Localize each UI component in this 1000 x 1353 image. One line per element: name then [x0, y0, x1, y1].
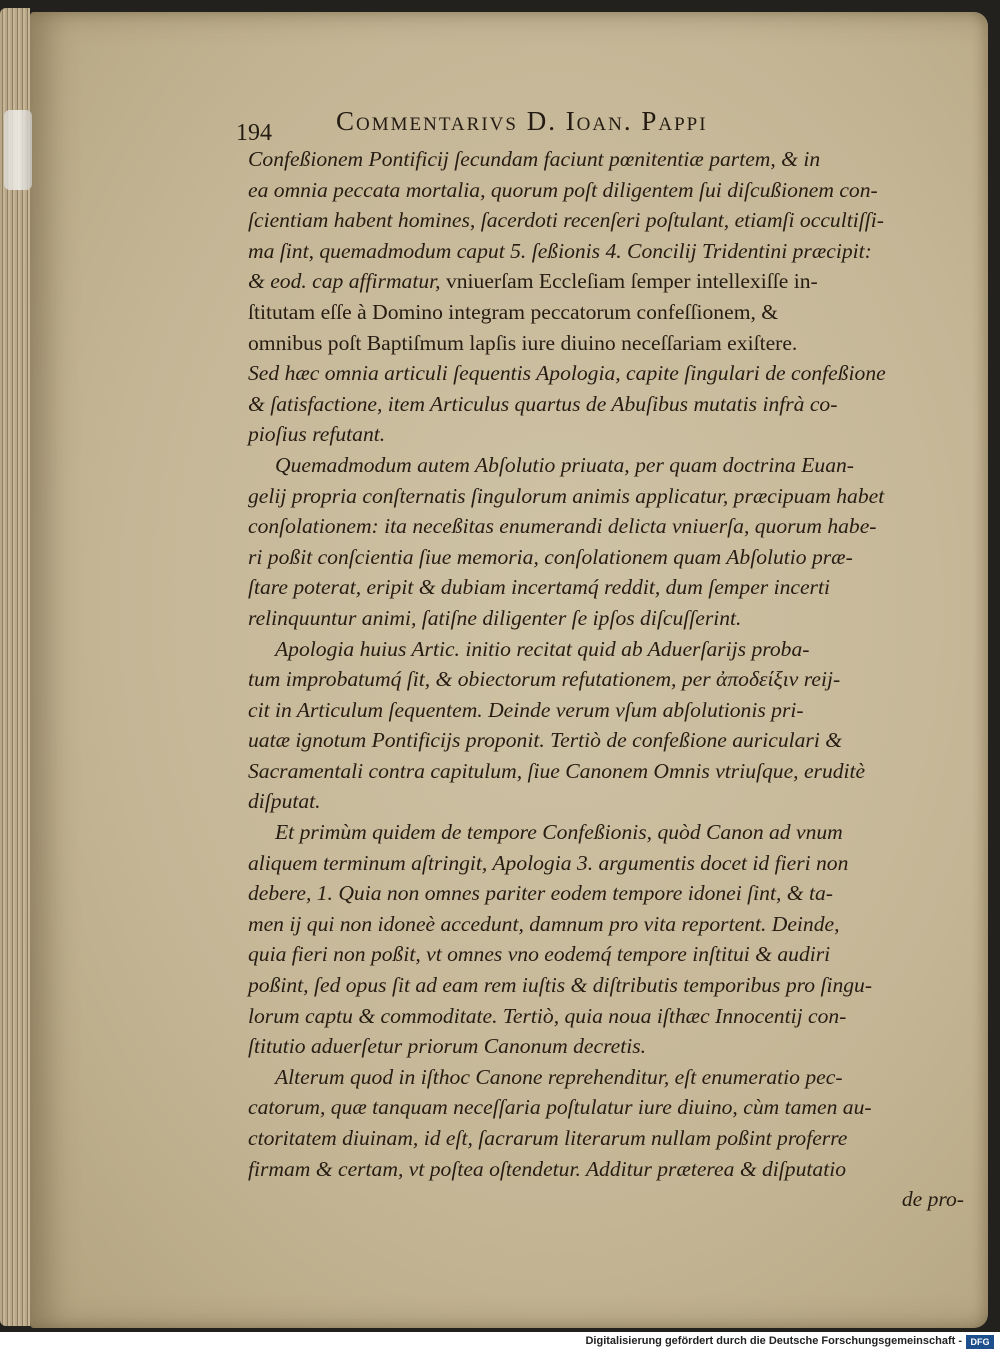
text-segment: men ij qui non idoneè accedunt, damnum pro vita reportent. Deinde,: [248, 911, 840, 936]
text-segment: vniuerſam Eccleſiam ſemper intellexiſſe in-: [445, 269, 818, 294]
text-line: [248, 970, 964, 1001]
text-segment: Alterum quod in iſthoc Canone reprehenditur, eſt enumeratio pec-: [248, 1064, 843, 1089]
text-line: [248, 848, 964, 879]
text-segment: quia fieri non poßit, vt omnes vno eodemq́ tempore inſtitui & audiri: [248, 942, 831, 967]
text-segment: & ſatisfactione, item Articulus quartus de Abuſibus mutatis infrà co-: [248, 391, 838, 416]
text-line: [248, 939, 964, 970]
text-line: [248, 481, 964, 512]
page-edges: [0, 8, 30, 1326]
body-text: [248, 144, 964, 1215]
text-line: [248, 358, 964, 389]
text-segment: Confeßionem Pontificij ſecundam faciunt pœnitentiæ partem, & in: [248, 147, 821, 171]
text-line: [248, 266, 964, 297]
text-segment: ſtare poterat, eripit & dubiam incertamq́ reddit, dum ſemper incerti: [248, 575, 830, 600]
text-line: [248, 205, 964, 236]
running-head: Commentarivs D. Ioan. Pappi: [336, 106, 708, 136]
text-segment: cit in Articulum ſequentem. Deinde verum vſum abſolutionis pri-: [248, 697, 804, 722]
text-segment: omnibus poſt Baptiſmum lapſis iure diuino neceſſariam exiſtere.: [248, 330, 798, 355]
text-segment: Sacramentali contra capitulum, ſiue Canonem Omnis vtriuſque, eruditè: [248, 758, 866, 783]
text-segment: ea omnia peccata mortalia, quorum poſt diligentem ſui diſcußionem con-: [248, 177, 878, 202]
text-line: [248, 144, 964, 175]
text-segment: lorum captu & commoditate. Tertiò, quia noua iſthæc Innocentij con-: [248, 1003, 847, 1028]
text-line: [248, 511, 964, 542]
text-segment: tum improbatumq́ ſit, & obiectorum refutationem, per ἀποδείξιν reij-: [248, 667, 841, 692]
text-line: [248, 1001, 964, 1032]
catchword: de pro-: [901, 1187, 964, 1212]
text-line: [248, 1031, 964, 1062]
text-line: [248, 1092, 964, 1123]
text-line: [248, 909, 964, 940]
text-line: [248, 175, 964, 206]
text-segment: pioſius refutant.: [248, 422, 386, 447]
text-segment: relinquuntur animi, ſatiſne diligenter ſe ipſos diſcuſſerint.: [248, 605, 742, 630]
text-segment: catorum, quæ tanquam neceſſaria poſtulatur iure diuino, cùm tamen au-: [248, 1095, 872, 1120]
text-line: [248, 817, 964, 848]
text-line: [248, 1154, 964, 1185]
text-line: [248, 572, 964, 603]
text-segment: ma ſint, quemadmodum caput 5. ſeßionis 4. Concilij Tridentini præcipit:: [248, 238, 872, 263]
text-segment: ri poßit conſcientia ſiue memoria, conſolationem quam Abſolutio præ-: [248, 544, 853, 569]
text-segment: Apologia huius Artic. initio recitat quid ab Aduerſarijs proba-: [248, 636, 810, 661]
text-line: [248, 664, 964, 695]
text-segment: ſtitutam eſſe à Domino integram peccatorum confeſſionem, &: [248, 299, 779, 324]
page-clip: [4, 110, 32, 190]
text-line: [248, 1062, 964, 1093]
text-line: [248, 725, 964, 756]
text-line: [248, 419, 964, 450]
funding-notice: Digitalisierung gefördert durch die Deutsche Forschungsgemeinschaft -: [585, 1335, 962, 1347]
text-segment: ctoritatem diuinam, id eſt, ſacrarum literarum nullam poßint proferre: [248, 1126, 848, 1150]
text-line: [248, 236, 964, 267]
text-segment: Quemadmodum autem Abſolutio priuata, per quam doctrina Euan-: [248, 452, 854, 477]
text-segment: Et primùm quidem de tempore Confeßionis, quòd Canon ad vnum: [248, 820, 843, 845]
footer-bar: [0, 1332, 1000, 1353]
text-segment: aliquem terminum aſtringit, Apologia 3. argumentis docet id fieri non: [248, 850, 849, 875]
text-line: [248, 786, 964, 817]
text-segment: firmam & certam, vt poſtea oſtendetur. Additur præterea & diſputatio: [248, 1156, 846, 1181]
text-line: [248, 878, 964, 909]
page-number: 194: [236, 120, 272, 146]
text-line: [248, 756, 964, 787]
text-segment: diſputat.: [248, 789, 321, 814]
text-segment: ſcientiam habent homines, ſacerdoti recenſeri poſtulant, etiamſi occultiſſi-: [248, 208, 884, 233]
text-line: [248, 542, 964, 573]
dfg-logo: DFG: [966, 1335, 994, 1349]
text-segment: & eod. cap affirmatur,: [248, 269, 446, 294]
text-segment: ſtitutio aduerſetur priorum Canonum decretis.: [248, 1034, 647, 1059]
text-line: [248, 695, 964, 726]
text-line: [248, 1123, 964, 1154]
text-line: [248, 389, 964, 420]
text-line: [248, 297, 964, 328]
text-segment: Sed hæc omnia articuli ſequentis Apologia, capite ſingulari de confeßione: [248, 361, 886, 386]
text-segment: poßint, ſed opus ſit ad eam rem iuſtis & diſtributis temporibus pro ſingu-: [248, 973, 873, 998]
text-line: [248, 634, 964, 665]
text-line: [248, 328, 964, 359]
text-segment: conſolationem: ita neceßitas enumerandi delicta vniuerſa, quorum habe-: [248, 514, 877, 539]
text-line: [248, 603, 964, 634]
text-segment: debere, 1. Quia non omnes pariter eodem tempore idonei ſint, & ta-: [248, 881, 833, 906]
text-segment: uatæ ignotum Pontificijs proponit. Tertiò de confeßione auriculari &: [248, 728, 843, 753]
text-line: [248, 450, 964, 481]
text-segment: gelij propria conſternatis ſingulorum animis applicatur, præcipuam habet: [248, 483, 885, 508]
